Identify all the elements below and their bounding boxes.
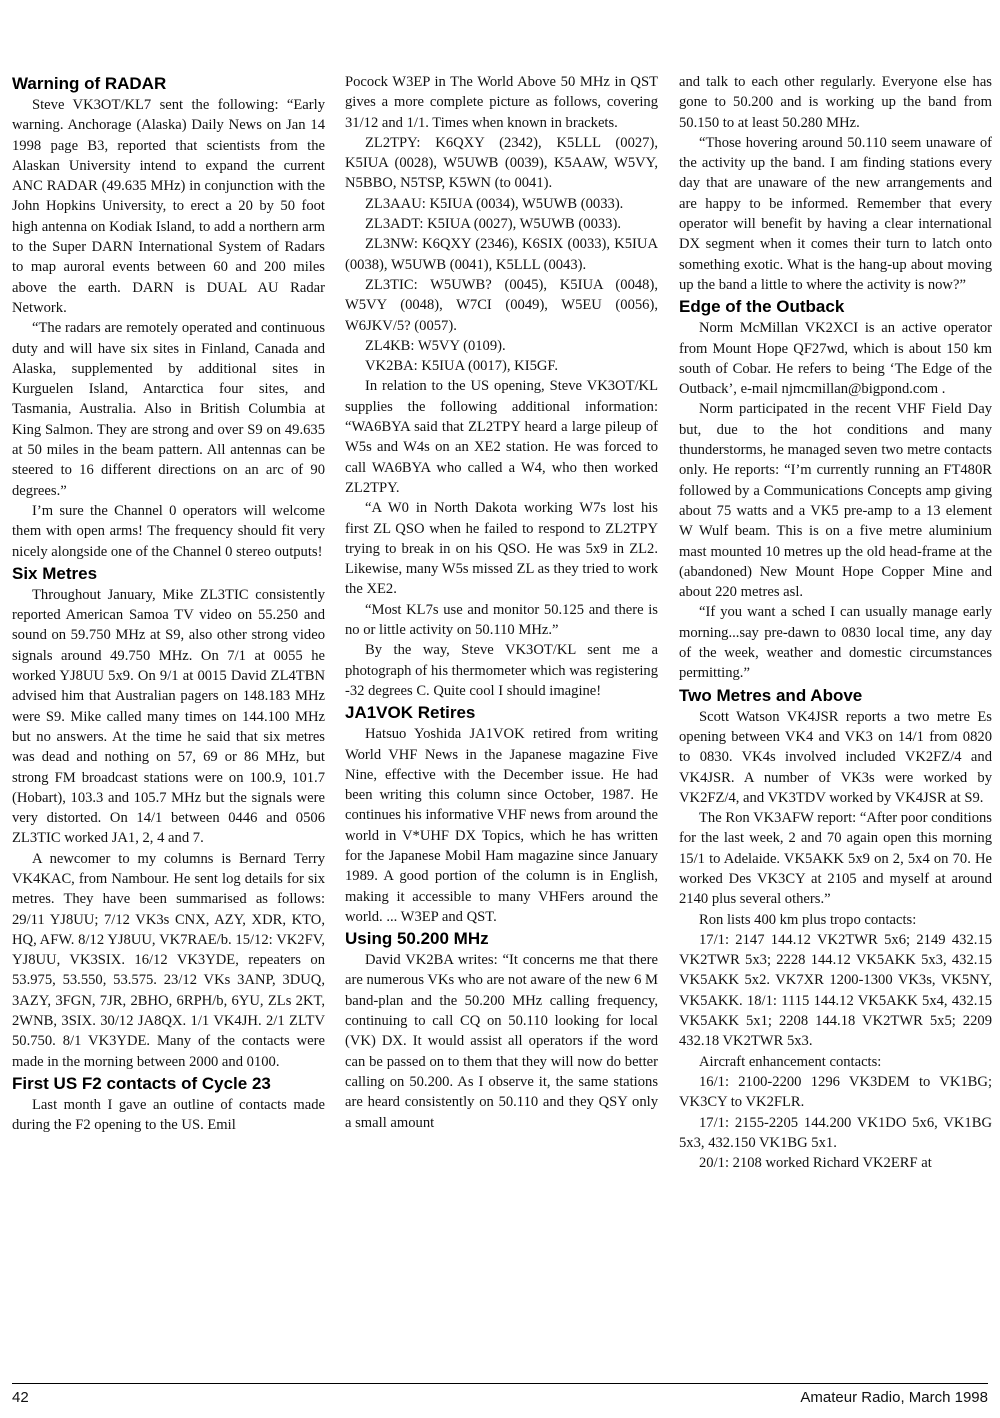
paragraph: Throughout January, Mike ZL3TIC consistently reported American Samoa TV video on 55.250 and sound on 59.750 MHz at S9, also other strong video signals around 49.750 MHz. On 7/1 at 0055 he worked YJ8UU 5x9. On 9/1 at 0015 David ZL4TBN advised him that Australian pagers on 148.183 MHz were S9. Mike called many times on 144.100 MHz but no answers. At the time he said that six metres was dead and nothing on 57, 69 or 86 MHz, but strong FM broadcast stations were on 100.9, 101.7 (Hobart), 103.3 and 105.7 MHz but the signals were very distorted. On 14/1 between 0446 and 0506 ZL3TIC worked JA1, 2, 4 and 7. [12,586,325,847]
heading-ja1vok-retires: JA1VOK Retires [345,703,476,723]
heading-first-us-f2-contacts: First US F2 contacts of Cycle 23 [12,1073,271,1093]
footer-divider [12,1383,988,1384]
paragraph: “The radars are remotely operated and continuous duty and will have six sites in Finland, Canada and Alaska, supplemented by additional sites in Kurguelen Island, Antarctica four sites, and Tasmania, Australia. Also in British Columbia at King Salmon. They are strong and over S9 on 49.635 at 50 miles in the beam pattern. All antennas can be steered to 16 different directions on an arc of 90 degrees.” [12,320,325,499]
paragraph: “Most KL7s use and monitor 50.125 and there is no or little activity on 50.110 MHz.” [345,601,658,639]
contact-list: ZL3ADT: K5IUA (0027), W5UWB (0033). [365,216,621,233]
heading-warning-of-radar: Warning of RADAR [12,74,167,93]
column-1 [12,72,325,1372]
publication-footer: Amateur Radio, March 1998 [800,1389,988,1406]
paragraph: Norm participated in the recent VHF Field Day but, due to the hot conditions and many thunderstorms, he managed seven two metre contacts only. He reports: “I’m currently running an FT480R followed by a Communications Concepts amp giving about 75 watts and a VK5 pre-amp to a 13 element W Wulf beam. This is on a five metre aluminium mast mounted 10 metres up the old head-frame at the (abandoned) New Mount Hope Copper Mine and about 220 metres asl. [679,401,992,601]
contact-list: ZL3NW: K6QXY (2346), K6SIX (0033), K5IUA (0038), W5UWB (0041), K5LLL (0043). [345,236,658,273]
column-2 [345,72,658,1372]
column-3 [679,72,992,1372]
page-number: 42 [12,1389,29,1406]
contact-list: ZL3AAU: K5IUA (0034), W5UWB (0033). [365,195,624,212]
paragraph: In relation to the US opening, Steve VK3OT/KL supplies the following additional information: “WA6BYA said that ZL2TPY heard a large pileup of W5s and W4s on an XE2 station. He was forced to call WA6BYA who called a W4, who then worked ZL2TPY. [345,378,658,496]
contact-list: 20/1: 2108 worked Richard VK2ERF at [699,1155,932,1172]
paragraph: Norm McMillan VK2XCI is an active operator from Mount Hope QF27wd, which is about 150 km south of Cobar. He refers to being ‘The Edge of the Outback’, e-mail njmcmillan@bigpond.com . [679,320,992,398]
heading-edge-of-the-outback: Edge of the Outback [679,297,845,317]
heading-using-50200: Using 50.200 MHz [345,929,489,949]
paragraph: Ron lists 400 km plus tropo contacts: [699,911,917,928]
paragraph: The Ron VK3AFW report: “After poor conditions for the last week, 2 and 70 again open this morning 15/1 to Adelaide. VK5AKK 5x9 on 2, 5x4 on 70. He worked Des VK3CY at 2105 and myself at around 2140 plus several others.” [679,810,992,908]
paragraph: Last month I gave an outline of contacts made during the F2 opening to the US. Emil [12,1096,325,1134]
contact-list: 17/1: 2155-2205 144.200 VK1DO 5x6, VK1BG 5x3, 432.150 VK1BG 5x1. [679,1114,992,1151]
paragraph: “Those hovering around 50.110 seem unaware of the activity up the band. I am finding stations every day that are unaware of the new arrangements and are happy to be informed. Remember that every operator will benefit by having a clear international DX segment when it comes their turn to latch onto something exotic. What is the hang-up about moving up the band a little to where the activity is now?” [679,134,992,293]
heading-six-metres: Six Metres [12,563,98,583]
paragraph: I’m sure the Channel 0 operators will welcome them with open arms! The frequency should fit very nicely alongside one of the Channel 0 stereo outputs! [12,502,325,560]
paragraph: By the way, Steve VK3OT/KL sent me a photograph of his thermometer which was registering -32 degrees C. Quite cool I should imagine! [345,642,658,699]
paragraph: and talk to each other regularly. Everyone else has gone to 50.200 and is working up the band from 50.150 to at least 50.280 MHz. [679,74,992,131]
contact-list: 17/1: 2147 144.12 VK2TWR 5x6; 2149 432.15 VK2TWR 5x3; 2228 144.12 VK5AKK 5x3, 432.15 VK5AKK 5x2. VK7XR 1200-1300 VK3s, VK5NY, VK5AKK. 18/1: 1115 144.12 VK5AKK 5x4, 432.15 VK5AKK 5x1; 2208 144.18 VK2TWR 5x5; 2209 432.18 VK2TWR 5x3. [679,931,992,1050]
paragraph: Steve VK3OT/KL7 sent the following: “Early warning. Anchorage (Alaska) Daily News on Jan 14 1998 page B3, reported that scientists from the Alaskan University intend to expand the current ANC RADAR (49.635 MHz) in conjunction with the John Hopkins University, to erect a 20 by 50 foot high antenna on Kodiak Island, to add a northern arm to the Super DARN International System of Radars to map auroral events between 60 and 200 miles above the earth. DARN is DUAL AU Radar Network. [12,97,325,316]
paragraph: Scott Watson VK4JSR reports a two metre Es opening between VK4 and VK3 on 14/1 from 0820 to 0830. VK4s involved included VK2FZ/4 and VK4JSR. A number of VK3s were worked by VK2FZ/4, and VK3TDV worked by VK4JSR at S9. [679,708,992,806]
paragraph: “A W0 in North Dakota working W7s lost his first ZL QSO when he failed to respond to ZL2TPY trying to break in on his QSO. He was 5x9 in ZL2. Likewise, many W5s missed ZL as they tried to work the XE2. [345,500,658,598]
paragraph: Pocock W3EP in The World Above 50 MHz in QST gives a more complete picture as follows, covering 31/12 and 1/1. Times when known in brackets. [345,74,658,131]
contact-list: ZL3TIC: W5UWB? (0045), K5IUA (0048), W5VY (0048), W7CI (0049), W5EU (0056), W6JKV/5? (0057). [345,276,658,334]
paragraph: David VK2BA writes: “It concerns me that there are numerous VKs who are not aware of the new 6 M band-plan and the 50.200 MHz calling frequency, continuing to call CQ on 50.110 looking for local (VK) DX. It would assist all operators if the word can be passed on to them that they will now do better calling on 50.200. As I observe it, the same stations are heard consistently on 50.110 and they QSY only a small amount [345,952,658,1131]
contact-list: ZL2TPY: K6QXY (2342), K5LLL (0027), K5IUA (0028), W5UWB (0039), K5AAW, W5VY, N5BBO, N5TSP, K5WN (to 0041). [345,134,658,192]
heading-two-metres-and-above: Two Metres and Above [679,685,863,705]
contact-list: VK2BA: K5IUA (0017), KI5GF. [365,358,559,375]
paragraph: “If you want a sched I can usually manage early morning...say pre-dawn to 0830 local time, any day of the week, weather and domestic circumstances permitting.” [679,604,992,682]
contact-list: 16/1: 2100-2200 1296 VK3DEM to VK1BG; VK3CY to VK2FLR. [679,1073,992,1111]
paragraph: A newcomer to my columns is Bernard Terry VK4KAC, from Nambour. He sent log details for six metres. They have been summarised as follows: 29/11 YJ8UU; 7/12 VK3s CNX, AZY, XDR, KTO, HQ, AFW. 8/12 YJ8UU, VK7RAE/b. 15/12: VK2FV, YJ8UU, VK3SIX. 16/12 VK3YDE, repeaters on 53.975, 53.550, 53.575. 23/12 VKs 3ANP, 3DUQ, 3AZY, 3FGN, 7JR, 2BHO, 6RPH/b, 6YU, ZLs 2KT, 2WNB, 3SIX. 30/12 JA8QX. 1/1 VK4JH. 2/1 ZLTV 50.750. 8/1 VK3YDE. Many of the contacts were made in the morning between 2000 and 0100. [12,850,325,1070]
contact-list: ZL4KB: W5VY (0109). [365,337,506,354]
paragraph: Aircraft enhancement contacts: [699,1053,882,1070]
paragraph: Hatsuo Yoshida JA1VOK retired from writing World VHF News in the Japanese magazine Five Nine, effective with the December issue. He had been writing this column since October, 1987. He continues his informative VHF news from around the world in V*UHF DX Topics, which he has written for the Japanese Mobil Ham magazine since January 1989. A good portion of the column is in English, making it accessible to many VHFers around the world. ... W3EP and QST. [345,726,658,925]
